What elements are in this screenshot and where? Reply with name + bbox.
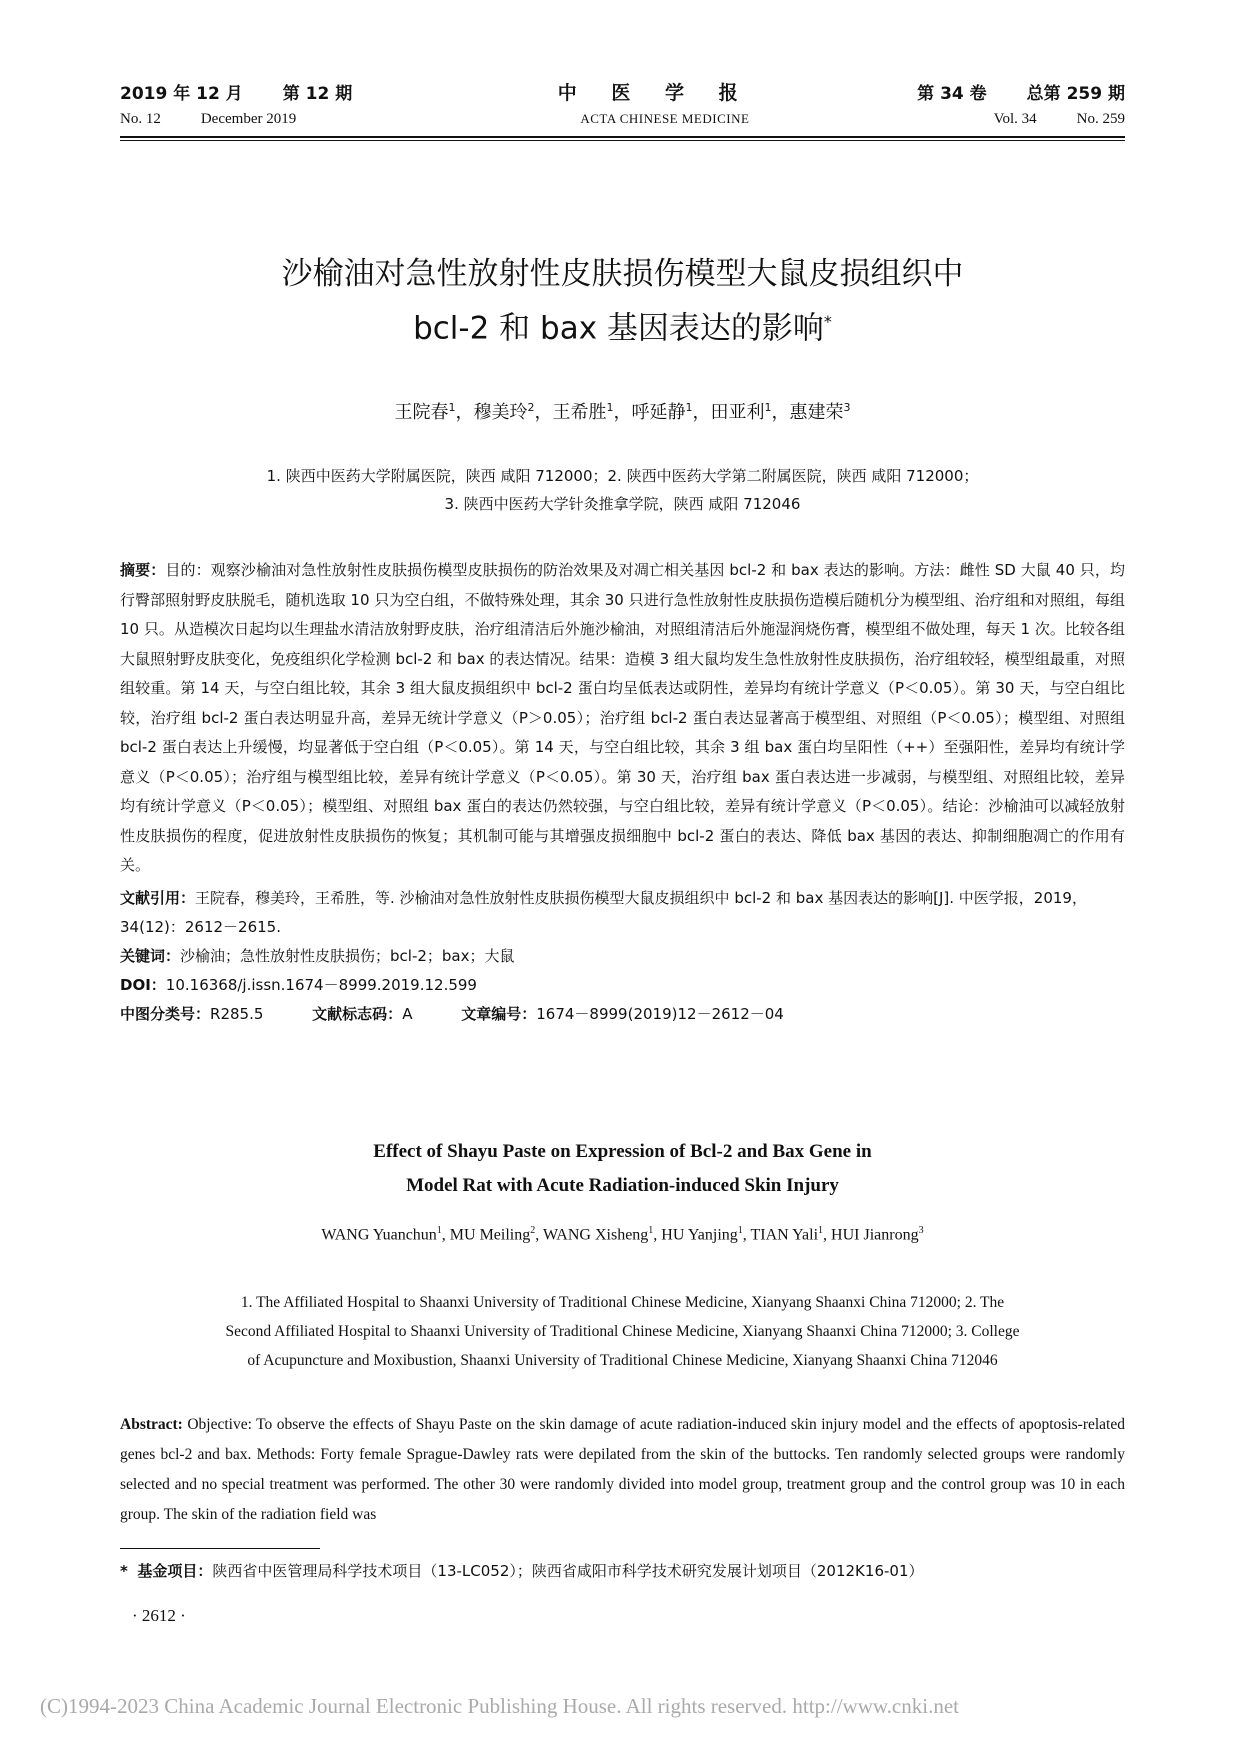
author-list: 王院春$^1$，穆美玲$^2$，王希胜$^1$，呼延静$^1$，田亚利$^1$，惠建荣$^3$ <box>394 401 851 423</box>
affiliations <box>120 462 1125 518</box>
title-line-2: bcl-2 和 bax 基因表达的影响* <box>413 310 832 347</box>
copyright-notice: (C)1994-2023 China Academic Journal Electronic Publishing House. All rights reserved. http://www.cnki.net <box>40 1694 959 1718</box>
document-code: 文献标志码：A <box>312 1005 413 1023</box>
author-en: HUI Jianrong <box>831 1226 919 1244</box>
doi: DOI：10.16368/j.issn.1674－8999.2019.12.599 <box>120 976 477 994</box>
journal-name-english: ACTA CHINESE MEDICINE <box>580 111 750 126</box>
journal-name-chinese: 中 医 学 报 <box>557 82 752 104</box>
footnote-divider <box>120 1548 320 1549</box>
header-row-chinese <box>120 78 1125 105</box>
author-en: HU Yanjing <box>661 1226 738 1244</box>
author-en: WANG Yuanchun <box>321 1226 437 1244</box>
article-metadata <box>120 884 1125 1029</box>
citation: 文献引用：王院春，穆美玲，王希胜，等. 沙榆油对急性放射性皮肤损伤模型大鼠皮损组织中 bcl-2 和 bax 基因表达的影响[J]. 中医学报，2019，34(12)：2612－2615. <box>120 889 1087 936</box>
header-divider-thick <box>120 136 1125 138</box>
header-issue-date: 2019 年 12 月 第 12 期 <box>120 84 353 104</box>
author: 惠建荣 <box>789 402 844 423</box>
journal-header <box>120 78 1125 128</box>
author: 王希胜 <box>552 402 607 423</box>
header-issue-date-en: No. 12 December 2019 <box>120 111 297 127</box>
author: 呼延静 <box>631 402 686 423</box>
abstract-text: 目的：观察沙榆油对急性放射性皮肤损伤模型皮肤损伤的防治效果及对凋亡相关基因 bcl-2 和 bax 表达的影响。方法：雌性 SD 大鼠 40 只，均行臀部照射野皮肤脱毛，随机选取 10 只为空白组，不做特殊处理，其余 30 只进行急性放射性皮肤损伤造模后随机分为模型组、治疗组和对照组，每组 10 只。从造模次日起均以生理盐水清洁放射野皮肤，治疗组清洁后外施沙榆油，对照组清洁后外施湿润烧伤膏，模型组不做处理，每天 1 次。比较各组大鼠照射野皮肤变化，免疫组织化学检测 bcl-2 和 bax 的表达情况。结果：造模 3 组大鼠均发生急性放射性皮肤损伤，治疗组较轻，模型组最重，对照组较重。第 14 天，与空白组比较，其余 3 组大鼠皮损组织中 bcl-2 蛋白均呈低表达或阴性，差异均有统计学意义（P＜0.05）。第 30 天，与空白组比较，治疗组 bcl-2 蛋白表达明显升高，差异无统计学意义（P＞0.05）；治疗组 bcl-2 蛋白表达显著高于模型组、对照组（P＜0.05）；模型组、对照组 bcl-2 蛋白表达上升缓慢，均显著低于空白组（P＜0.05）。第 14 天，与空白组比较，其余 3 组 bax 蛋白均呈阳性（++）至强阳性，差异均有统计学意义（P＜0.05）；治疗组与模型组比较，差异有统计学意义（P＜0.05）。第 30 天，治疗组 bax 蛋白表达进一步减弱，与模型组、对照组比较，差异均有统计学意义（P＜0.05）；模型组、对照组 bax 蛋白的表达仍然较强，与空白组比较，差异有统计学意义（P＜0.05）。结论：沙榆油可以减轻放射性皮肤损伤的程度，促进放射性皮肤损伤的恢复；其机制可能与其增强皮损细胞中 bcl-2 蛋白的表达、降低 bax 基因的表达、抑制细胞凋亡的作用有关。 <box>120 561 1126 874</box>
header-volume: 第 34 卷 总第 259 期 <box>917 84 1125 104</box>
header-divider-thin <box>120 140 1125 141</box>
abstract-label: 摘要： <box>120 561 166 579</box>
header-row-english <box>120 111 1125 128</box>
abstract-text-en: Objective: To observe the effects of Shayu Paste on the skin damage of acute radiation-induced skin injury model and the effects of apoptosis-related genes bcl-2 and bax. Methods: Forty female Sprague-Dawley rats were depilated from the skin of the buttocks. Ten randomly selected groups were randomly selected and no special treatment was performed. The other 30 were randomly divided into model group, treatment group and the control group was 10 in each group. The skin of the radiation field was <box>120 1416 1125 1523</box>
author-en: WANG Xisheng <box>542 1226 649 1244</box>
affiliation-line: 3. 陕西中医药大学针灸推拿学院，陕西 咸阳 712046 <box>444 495 801 513</box>
title-footnote-mark: * <box>823 312 832 331</box>
affiliation-line: 1. 陕西中医药大学附属医院，陕西 咸阳 712000；2. 陕西中医药大学第二附属医院，陕西 咸阳 712000； <box>266 467 979 485</box>
english-title: Effect of Shayu Paste on Expression of Bcl-2 and Bax Gene in Model Rat with Acute Radiation-induced Skin Injury <box>373 1141 872 1196</box>
clc-number: 中图分类号：R285.5 <box>120 1005 264 1023</box>
abstract-english <box>120 1410 1125 1530</box>
header-volume-en: Vol. 34 No. 259 <box>993 111 1125 127</box>
english-affiliations: 1. The Affiliated Hospital to Shaanxi University of Traditional Chinese Medicine, Xianyang Shaanxi China 712000; 2. The Second Affiliated Hospital to Shaanxi University of Traditional Chinese Medicine, Xianyang Shaanxi China 712000; 3. College of Acupuncture and Moxibustion, Shaanxi University of Traditional Chinese Medicine, Xianyang Shaanxi China 712046 <box>225 1294 1020 1369</box>
abstract-label-en: Abstract: <box>120 1416 183 1433</box>
funding-footnote: * 基金项目：陕西省中医管理局科学技术项目（13-LC052）；陕西省咸阳市科学技术研究发展计划项目（2012K16-01） <box>120 1562 924 1580</box>
keywords: 关键词：沙榆油；急性放射性皮肤损伤；bcl-2；bax；大鼠 <box>120 947 515 965</box>
author: 田亚利 <box>710 402 765 423</box>
title-line-1: 沙榆油对急性放射性皮肤损伤模型大鼠皮损组织中 <box>281 256 964 292</box>
article-title <box>120 250 1125 352</box>
english-author-list: WANG Yuanchun$^1$, MU Meiling$^2$, WANG Xisheng$^1$, HU Yanjing$^1$, TIAN Yali$^1$, HUI Jianrong$^3$ <box>321 1225 924 1244</box>
author-en: MU Meiling <box>449 1226 531 1244</box>
classification <box>120 1000 1125 1029</box>
author-en: TIAN Yali <box>750 1226 819 1244</box>
page-number: · 2612 · <box>132 1606 186 1625</box>
author: 穆美玲 <box>473 402 528 423</box>
abstract-chinese <box>120 556 1125 881</box>
article-id: 文章编号：1674－8999(2019)12－2612－04 <box>461 1005 784 1023</box>
author: 王院春 <box>394 402 449 423</box>
